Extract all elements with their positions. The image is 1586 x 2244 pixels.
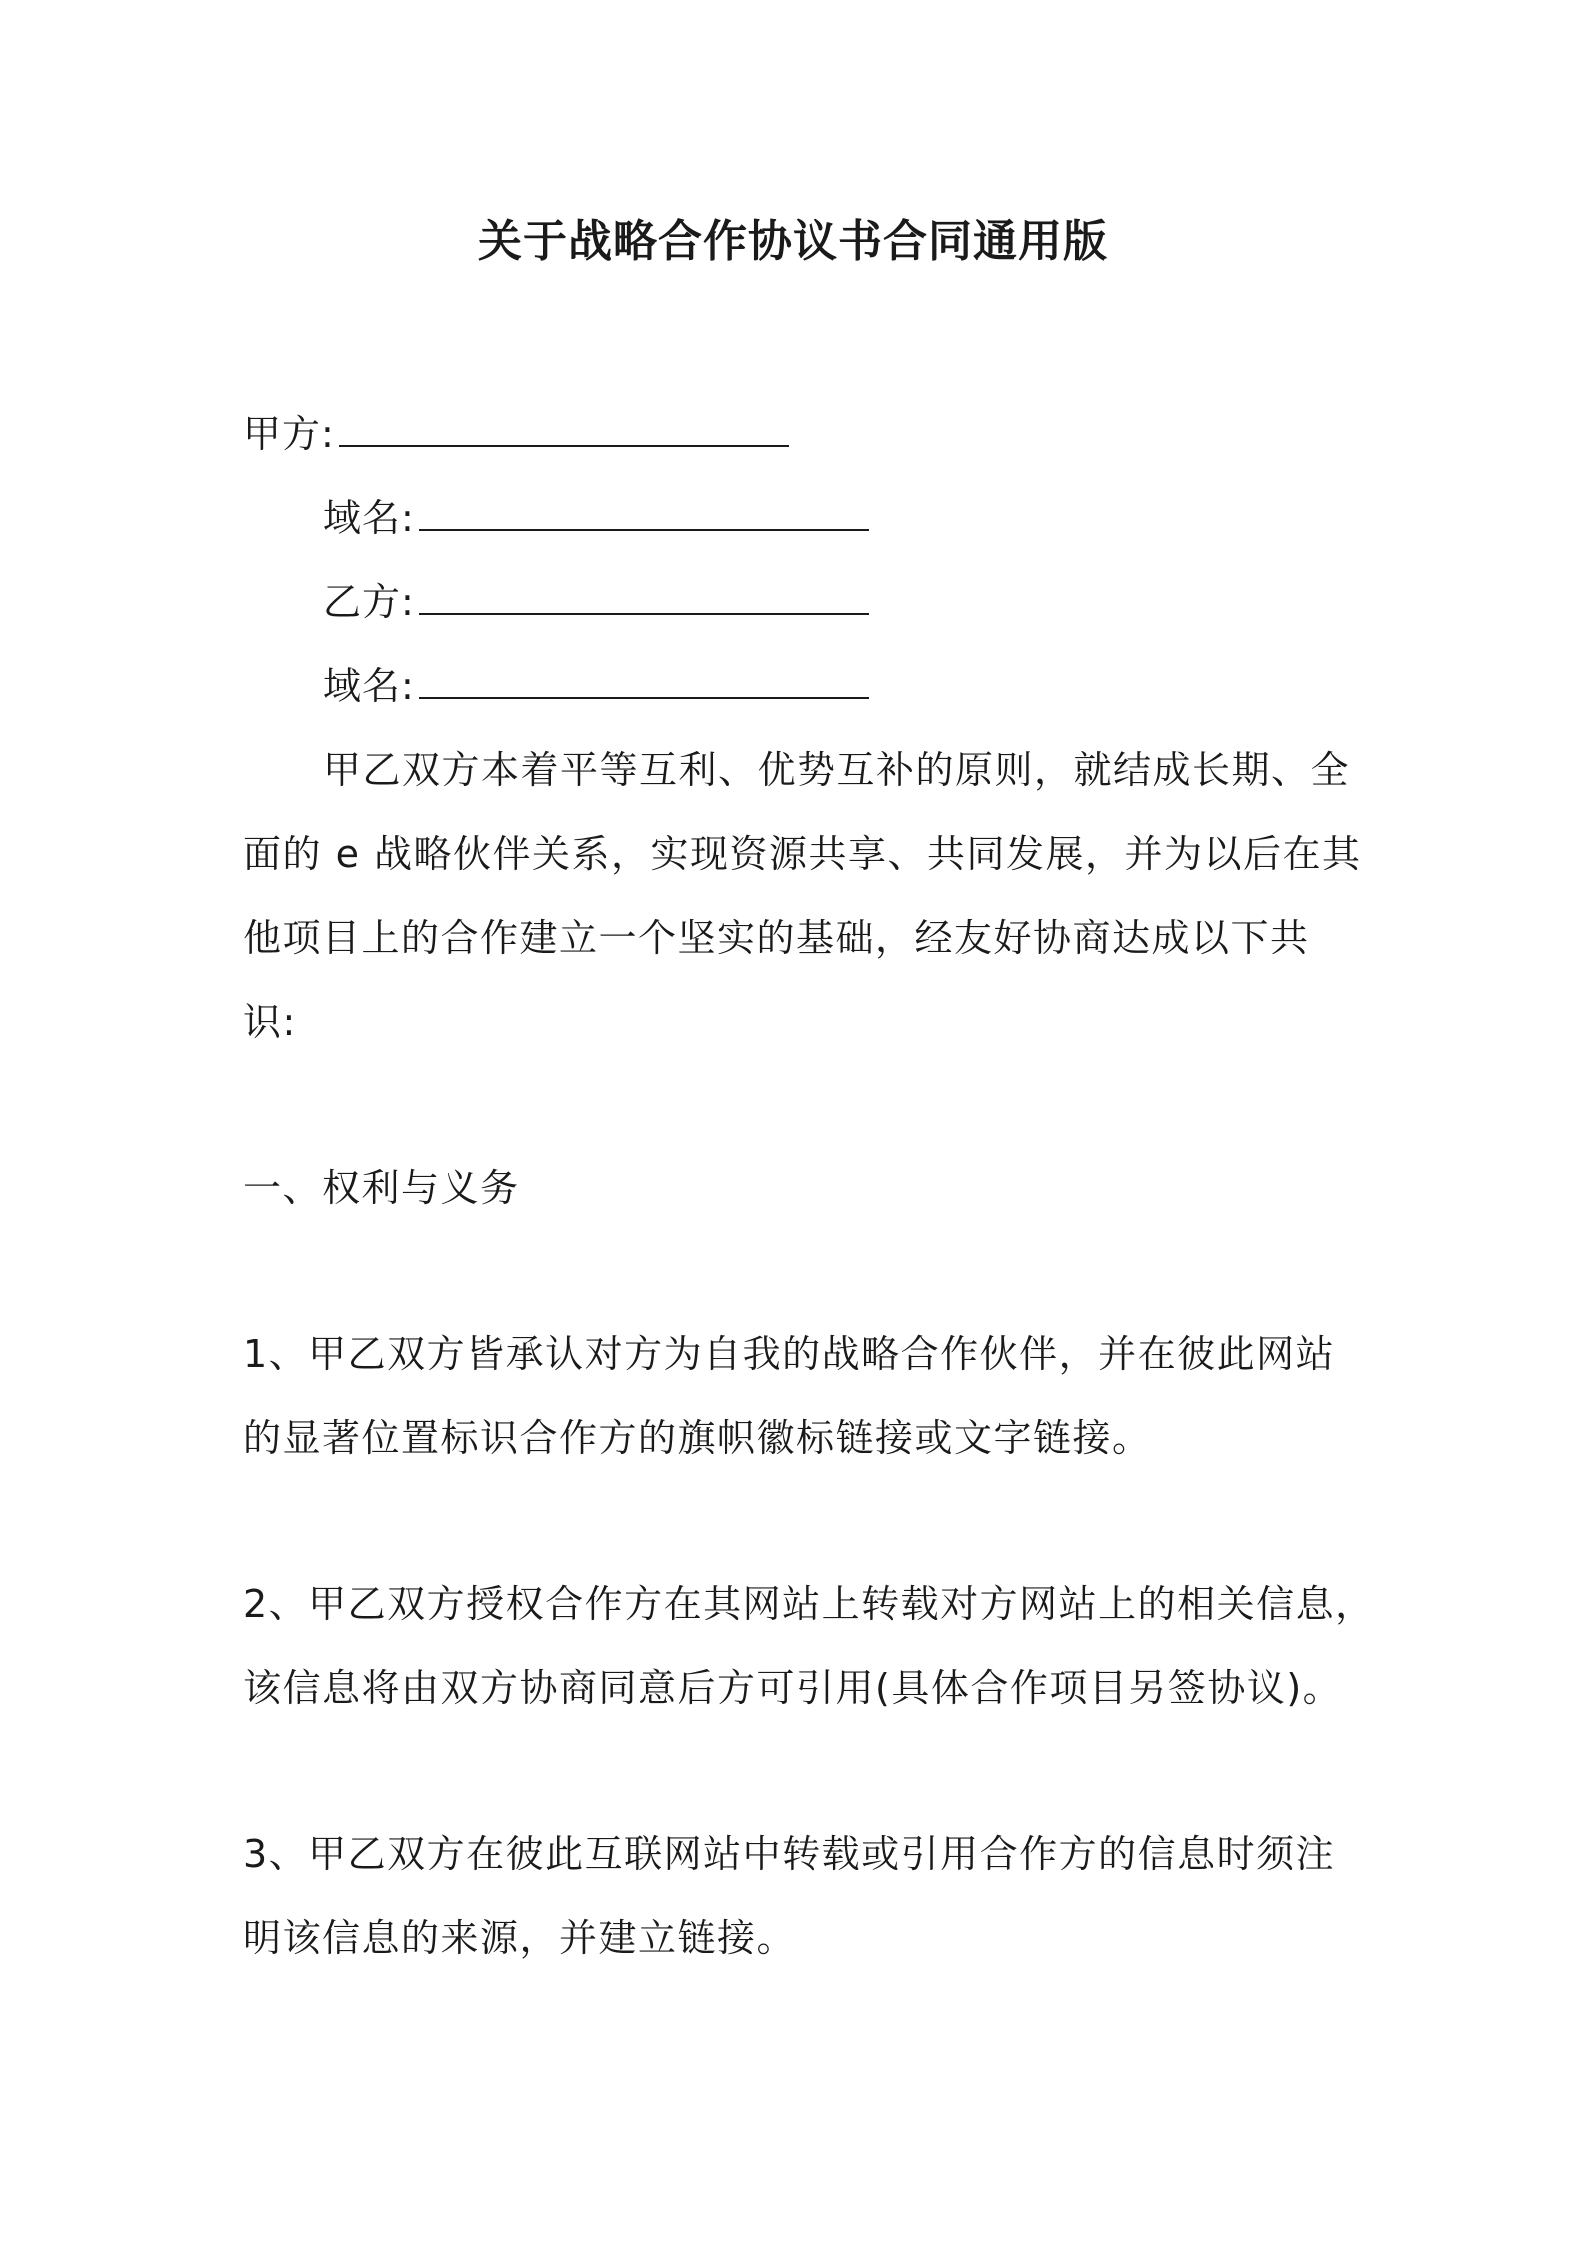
section-heading: 一、权利与义务: [243, 1166, 520, 1210]
intro-line: 面的 e 战略伙伴关系，实现资源共享、共同发展，并为以后在其: [243, 832, 1362, 876]
party-a-blank[interactable]: [339, 409, 789, 447]
intro-line: 他项目上的合作建立一个坚实的基础，经友好协商达成以下共: [243, 916, 1310, 960]
party-b-field: [323, 576, 869, 628]
domain-a-label: 域名:: [323, 496, 415, 540]
domain-a-field: [323, 492, 869, 544]
party-b-label: 乙方:: [323, 580, 415, 624]
domain-b-field: [323, 660, 869, 712]
clause-1-line: 1、甲乙双方皆承认对方为自我的战略合作伙伴，并在彼此网站: [243, 1332, 1336, 1376]
domain-b-label: 域名:: [323, 664, 415, 708]
clause-3-line: 3、甲乙双方在彼此互联网站中转载或引用合作方的信息时须注: [243, 1832, 1336, 1876]
party-b-blank[interactable]: [419, 577, 869, 615]
intro-line: 甲乙双方本着平等互利、优势互补的原则，就结成长期、全: [323, 748, 1351, 792]
party-a-label: 甲方:: [243, 412, 335, 456]
domain-a-blank[interactable]: [419, 493, 869, 531]
document-title: 关于战略合作协议书合同通用版: [478, 216, 1108, 267]
clause-2-line: 该信息将由双方协商同意后方可引用(具体合作项目另签协议)。: [243, 1666, 1343, 1710]
party-a-field: [243, 408, 789, 460]
domain-b-blank[interactable]: [419, 661, 869, 699]
intro-line: 识:: [243, 1000, 297, 1044]
clause-3-line: 明该信息的来源，并建立链接。: [243, 1916, 797, 1960]
clause-2-line: 2、甲乙双方授权合作方在其网站上转载对方网站上的相关信息，: [243, 1582, 1375, 1626]
clause-1-line: 的显著位置标识合作方的旗帜徽标链接或文字链接。: [243, 1416, 1152, 1460]
